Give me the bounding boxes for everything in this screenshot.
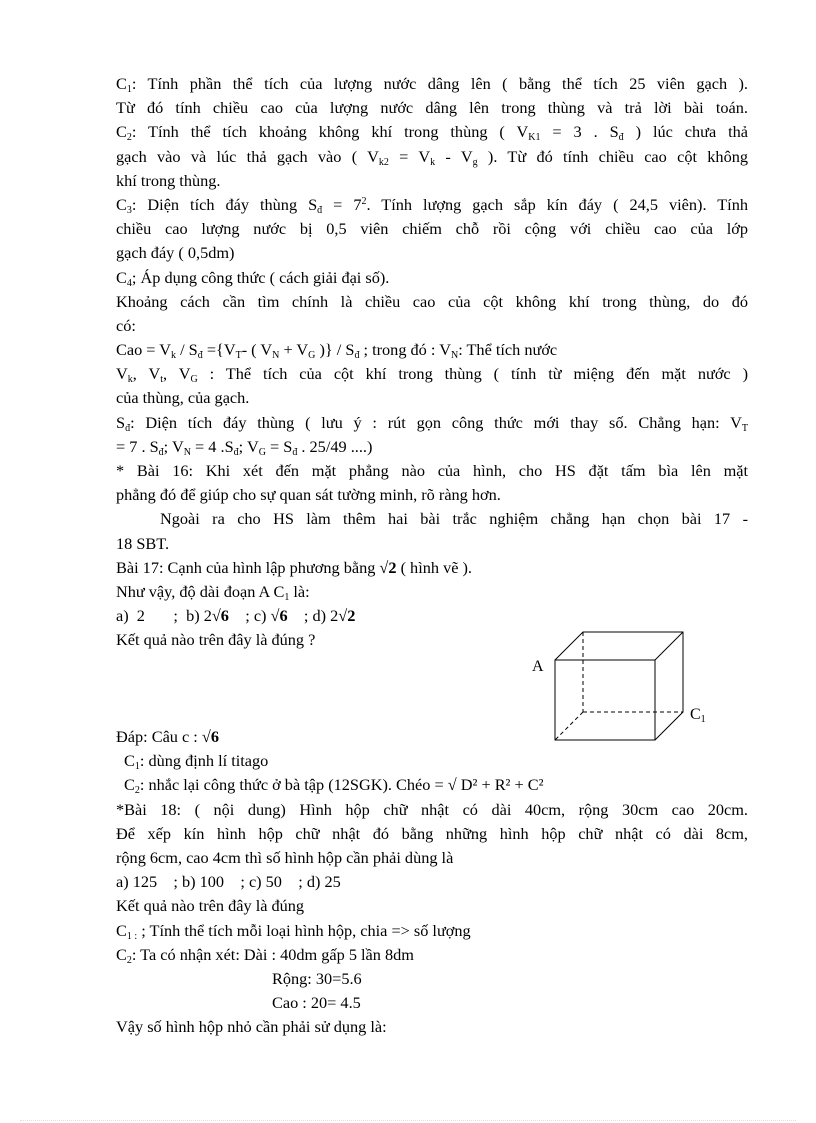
cube-hidden-edge bbox=[555, 712, 583, 740]
page-bottom-border bbox=[20, 1120, 796, 1121]
text-line: khí trong thùng. bbox=[116, 170, 221, 190]
diagonal-formula: √ D² + R² + C² bbox=[447, 775, 544, 795]
text-line: = 7 . $S_đ$; $V_N = 4$ $.S_đ$; $V_G = S_đ$ . 25/49 ....) bbox=[116, 436, 373, 458]
text-line: Đáp: Câu c : √6 bbox=[116, 725, 748, 749]
text-line: gạch vào và lúc thả gạch vào ( $V_{k2} = V_k - V_g$ ). Từ đó tính chiều cao cột không bbox=[116, 146, 748, 168]
sqrt-expression: √6 bbox=[211, 606, 229, 626]
cube-figure bbox=[528, 628, 728, 748]
text-line: $C_3$: Diện tích đáy thùng $S_đ = 7^2$. Tính lượng gạch sắp kín đáy ( 24,5 viên). Tính bbox=[116, 194, 748, 216]
vertex-label-a: A bbox=[532, 658, 544, 675]
text-line: $V_k$, $V_t$, $V_G$ : Thể tích của cột khí trong thùng ( tính từ miệng đến mặt nước ) bbox=[116, 364, 748, 386]
text-line: * Bài 16: Khi xét đến mặt phẳng nào của hình, cho HS đặt tấm bìa lên mặt bbox=[116, 461, 748, 480]
text-line: $C_4$; Áp dụng công thức ( cách giải đại số). bbox=[116, 267, 390, 289]
text-line: Rộng: 30=5.6 bbox=[272, 968, 362, 988]
text-line: Từ đó tính chiều cao của lượng nước dâng lên trong thùng và trả lời bài toán. bbox=[116, 98, 748, 118]
answer-options: a) 125 ; b) 100 ; c) 50 ; d) 25 bbox=[116, 872, 341, 892]
sqrt-expression: √6 bbox=[201, 727, 219, 747]
text-line: $C_1$: Tính phần thể tích của lượng nước dâng lên ( bằng thể tích 25 viên gạch ). bbox=[116, 74, 748, 95]
text-line: Kết quả nào trên đây là đúng bbox=[116, 896, 305, 916]
vertex-label-c1: $C_1$ bbox=[690, 706, 706, 725]
text-line: 18 SBT. bbox=[116, 533, 170, 553]
text-line: Vậy số hình hộp nhỏ cần phải sử dụng là: bbox=[116, 1017, 387, 1037]
text-line: $C_2$: Tính thể tích khoảng không khí trong thùng ( $V_{K1} = 3$ . $S_đ$ ) lúc chưa thả bbox=[116, 122, 748, 144]
text-line: $C_2$: Ta có nhận xét: Dài : 40dm gấp 5 lần 8dm bbox=[116, 944, 414, 966]
text-line: có: bbox=[116, 315, 136, 335]
text-line: gạch đáy ( 0,5dm) bbox=[116, 243, 235, 263]
cube-drawing bbox=[528, 628, 728, 748]
text-line: *Bài 18: ( nội dung) Hình hộp chữ nhật có dài 40cm, rộng 30cm cao 20cm. bbox=[116, 799, 748, 819]
text-line: Khoảng cách cần tìm chính là chiều cao của cột không khí trong thùng, do đó bbox=[116, 291, 748, 311]
sqrt-expression: √2 bbox=[379, 557, 397, 577]
cube-back-edges bbox=[555, 632, 683, 740]
text-line: $S_đ$: Diện tích đáy thùng ( lưu ý : rút gọn công thức mới thay số. Chẳng hạn: $V_T$ bbox=[116, 412, 748, 434]
text-line: chiều cao lượng nước bị 0,5 viên chiếm chỗ rồi cộng với chiều cao của lớp bbox=[116, 219, 748, 239]
text-line: Kết quả nào trên đây là đúng ? bbox=[116, 630, 316, 650]
cube-front-face bbox=[555, 660, 655, 740]
text-line: Cao : 20= 4.5 bbox=[272, 993, 361, 1013]
text-line: Ngoài ra cho HS làm thêm hai bài trắc nghiệm chẳng hạn chọn bài 17 - bbox=[160, 509, 748, 529]
text-line: $C_1$: dùng định lí titago bbox=[124, 751, 269, 773]
text-line: $C_2$: nhắc lại công thức ở bà tập (12SGK). Chéo = √ D² + R² + C² bbox=[124, 775, 544, 797]
sqrt-expression: √6 bbox=[270, 606, 288, 626]
answer-options: a) 2 ; b) 2√6 ; c) √6 ; d) 2√2 bbox=[116, 604, 748, 628]
document-body bbox=[116, 72, 748, 1040]
text-line: của thùng, của gạch. bbox=[116, 388, 250, 408]
text-line: Để xếp kín hình hộp chữ nhật đó bằng những hình hộp chữ nhật có dài 8cm, bbox=[116, 823, 748, 843]
text-line: phẳng đó để giúp cho sự quan sát tường minh, rõ ràng hơn. bbox=[116, 485, 501, 505]
sqrt-expression: √2 bbox=[338, 606, 356, 626]
text-line: $C_{1 :}$ ; Tính thể tích mỗi loại hình hộp, chia => số lượng bbox=[116, 920, 471, 942]
text-line: Như vậy, độ dài đoạn A $C_1$ là: bbox=[116, 581, 310, 603]
cube-edge bbox=[655, 632, 683, 660]
text-line: Bài 17: Cạnh của hình lập phương bằng √2 ( hình vẽ ). bbox=[116, 556, 748, 580]
text-line: rộng 6cm, cao 4cm thì số hình hộp cần phải dùng là bbox=[116, 848, 454, 867]
text-line: Cao = $V_k / S_đ =\{V_T-$ ( $V_N + V_G$ )} / $S_đ$ ; trong đó : $V_N$: Thể tích nước bbox=[116, 340, 558, 362]
